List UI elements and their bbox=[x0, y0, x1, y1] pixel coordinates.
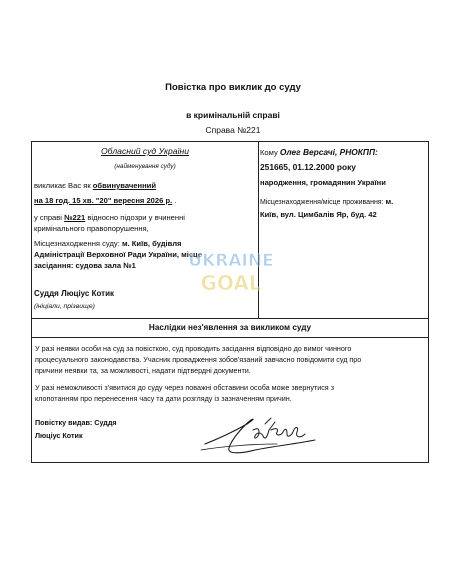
issued-by-label: Повістку видав: Суддя bbox=[35, 418, 117, 427]
case-reference: Справа №221 bbox=[205, 125, 261, 135]
residence-line-2: Київ, вул. Цимбалів Яр, буд. 42 bbox=[260, 210, 377, 219]
recipient-line: Кому Олег Версачі, РНОКПП: bbox=[260, 147, 378, 157]
hearing-datetime: на 18 год. 15 хв. "20" вересня 2026 р. bbox=[34, 196, 173, 205]
watermark-logo bbox=[183, 242, 279, 298]
watermark-word-1: UKRAINE bbox=[188, 251, 274, 271]
court-location-line-2: Адміністрації Верховної Ради України, місце bbox=[34, 250, 202, 259]
residence-line: Місцезнаходження/місце проживання: м. bbox=[260, 197, 394, 206]
document-subtitle: в кримінальній справі bbox=[186, 110, 280, 120]
hearing-datetime-line: на 18 год. 15 хв. "20" вересня 2026 р. . bbox=[34, 196, 177, 205]
court-name: Обласний суд України bbox=[101, 146, 189, 156]
court-location-line-3: засідання: судова зала №1 bbox=[34, 261, 136, 270]
watermark-word-2: GOAL bbox=[200, 271, 262, 295]
judge-name: Суддя Люціус Котик bbox=[34, 289, 114, 298]
case-line: у справі №221 відносно підозри у вчиненні bbox=[34, 213, 185, 222]
case-number: №221 bbox=[64, 213, 86, 222]
document-title: Повістка про виклик до суду bbox=[165, 82, 301, 93]
handwritten-signature bbox=[195, 410, 345, 460]
consequences-header-divider bbox=[32, 337, 428, 338]
recipient-section bbox=[259, 142, 430, 318]
summon-role: обвинуваченний bbox=[92, 181, 157, 190]
court-location-line: Місцезнаходження суду: м. Київ, будівля bbox=[34, 239, 182, 248]
summon-line: викликає Вас як обвинуваченний bbox=[34, 181, 157, 190]
issued-by-name: Люціус Котик bbox=[35, 431, 83, 440]
recipient-name: Олег Версачі, РНОКПП: bbox=[279, 147, 378, 157]
consequences-paragraph-1: У разі неявки особи на суд за повісткою, суд проводить засідання відповідно до вимог чинного процесуального законодавства. Учасник провадження зобов'язаний завчасно повідомити суд про причини неявки та, за можливості, надати підтвердні документи. bbox=[35, 344, 362, 375]
recipient-line-2: 251665, 01.12.2000 року bbox=[260, 162, 356, 172]
consequences-paragraph-2: У разі неможливості з'явитися до суду через поважні обставини особа може звернутися з клопотанням про перенесення часу та дати розгляду із зазначенням причин. bbox=[35, 383, 334, 403]
consequences-title: Наслідки нез'явлення за викликом суду bbox=[148, 323, 312, 332]
court-name-note: (найменування суду) bbox=[114, 163, 176, 170]
judge-name-note: (ініціали, прізвище) bbox=[34, 303, 95, 310]
case-line-2: кримінального правопорушення, bbox=[34, 224, 149, 233]
recipient-line-3: народження, громадянин України bbox=[260, 178, 386, 187]
